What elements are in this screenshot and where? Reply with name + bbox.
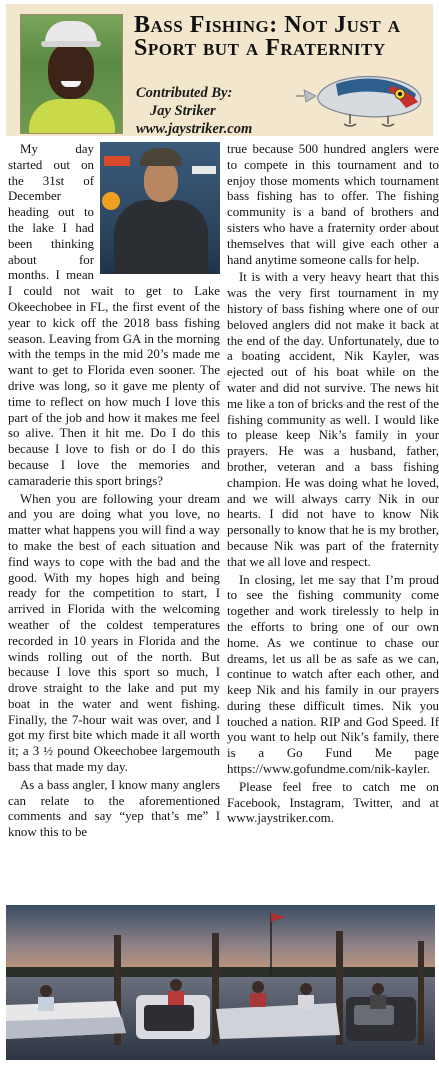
author-name: Jay Striker <box>150 103 216 119</box>
article-paragraph: My day started out on the 31st of December heading out to the lake I had been thinking about for months. I mean I could not wait to get to Lake Okeechobee in FL, the first event of the year to kick off the 2018 bass fishing season. Leaving from GA in the morning with the temps in the mid 20’s made me want to get to Florida even sooner. The drive was long, so it gave me plenty of time to reflect on how much I love this part of the job and how it makes me feel so alive. Then it hit me. Do I do this because I love to fish or do I do this because I love the memories and camaraderie this sport brings? <box>8 142 220 488</box>
article-paragraph: true because 500 hundred anglers were to compete in this tournament and to enjoy those moments which tournament bass fishing has to offer. The fishing community is a band of brothers and sisters who have a fraternity order about themselves that will give each other a hand anytime someone calls for help. <box>227 142 439 267</box>
article-paragraph: As a bass angler, I know many anglers can relate to the aforementioned comments and say “yep that’s me” I know this to be <box>8 777 220 840</box>
author-website: www.jaystriker.com <box>136 121 253 137</box>
article-paragraph: Please feel free to catch me on Facebook, Instagram, Twitter, and at www.jaystriker.com. <box>227 779 439 826</box>
angler-photo <box>100 142 220 274</box>
author-photo <box>20 14 123 134</box>
article-paragraph: In closing, let me say that I’m proud to see the fishing community come together and work tirelessly to help in the efforts to bring one of our own home. As we continue to chase our dreams, let us all be as safe as we can, continue to watch after each other, and keep Nik and his family in our prayers during these difficult times. Nik you touched a nation. RIP and God Speed. If you want to help out Nik’s family, there is a Go Fund Me page https://www.gofundme.com/nik-kayler. <box>227 572 439 777</box>
fishing-lure-image <box>296 66 436 128</box>
article-column-right <box>227 142 439 829</box>
article-title: Bass Fishing: Not Just a Sport but a Fraternity <box>134 12 401 61</box>
byline <box>136 84 252 138</box>
contributed-by-label: Contributed By: <box>136 85 233 101</box>
article-paragraph: When you are following your dream and you are doing what you love, no matter what happens you will find a way to make the best of each situation and find ways to cope with the bad and the good. With my hopes high and being ready for the competition to start, I arrived in Florida with the welcoming weather of the coldest temperatures recorded in 10 years in Florida and the winds rolling out of the north. But because I love this sport so much, I drove straight to the lake and put my boat in the water and went fishing. Finally, the 7-hour wait was over, and I got my first bite which made it all worth it; a 3 ½ pound Okeechobee largemouth bass that made my day. <box>8 491 220 775</box>
article-header <box>6 4 433 136</box>
article-column-left <box>8 142 220 843</box>
boats-dock-photo <box>6 905 435 1060</box>
article-paragraph: It is with a very heavy heart that this was the very first tournament in my history of bass fishing where one of our beloved anglers did not make it back at the end of the day. Unfortunately, due to a boating accident, Nik Kayler, was ejected out of his boat while on the water and did not survive. The news hit me like a ton of bricks and the rest of the fishing community as well. I would like to please keep Nik’s family in your prayers. He was a husband, father, brother, veteran and a bass fishing champion. He was doing what he loved, and we will always carry Nik in our hearts. I did not have to know Nik personally to know that he is my brother, because Nik was part of the fraternity that we all love and respect. <box>227 270 439 569</box>
